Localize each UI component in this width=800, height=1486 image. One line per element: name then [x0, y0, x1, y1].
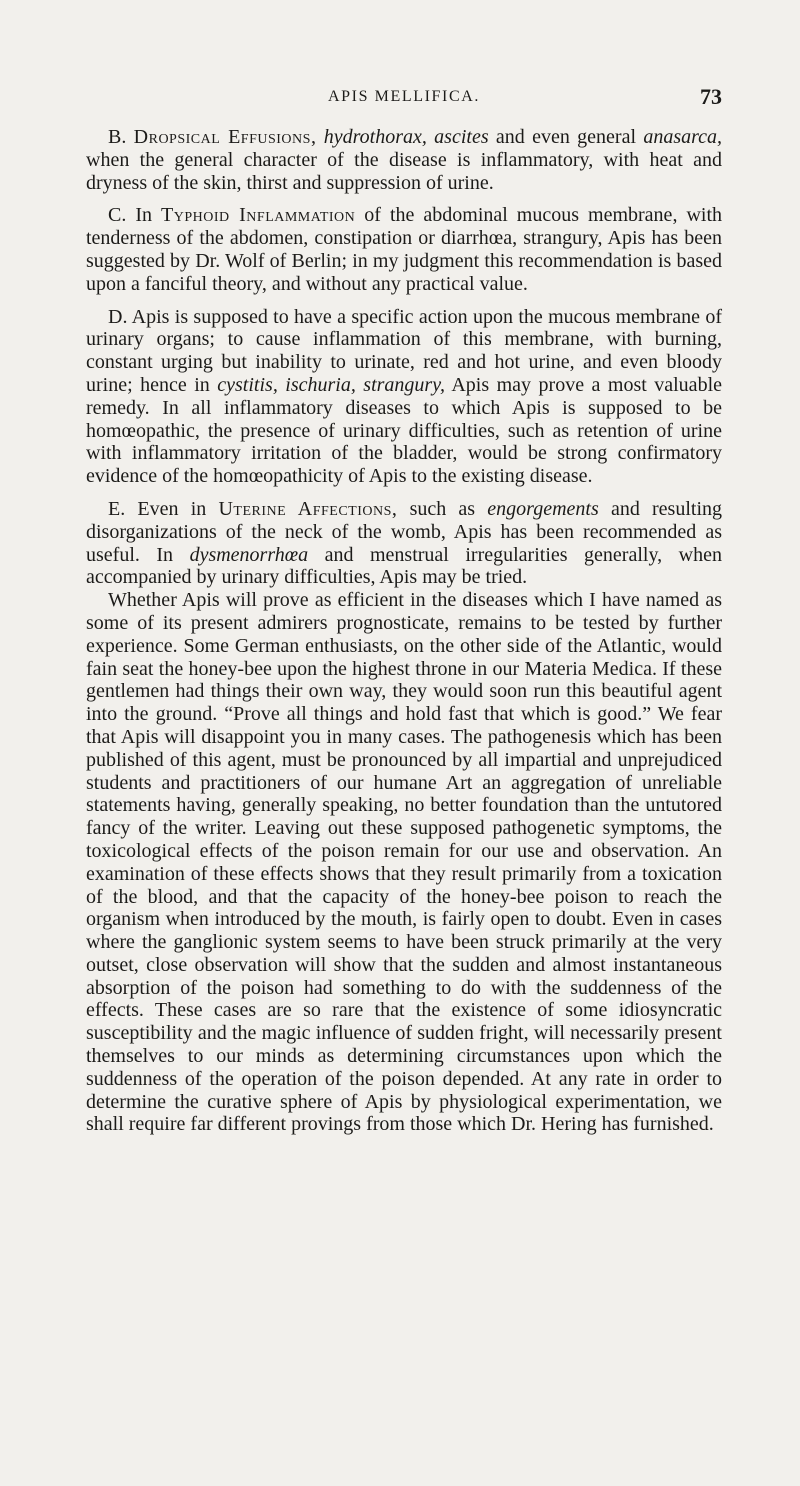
paragraph-text: and menstrual irregularities generally, when accompanied by urinary difficulties, Apis may be tried. — [86, 543, 722, 589]
italic-term: cystitis, ischuria, strangury, — [217, 373, 445, 396]
paragraph-text: E. Even in — [108, 497, 219, 520]
paragraph-text: D. Apis is supposed to have a specific action upon the mucous membrane of urinary organs; to cause inflammation of this membrane, with burning, constant urging but inability to urinate, red and hot urine, and even bloody urine; hence in — [86, 305, 722, 396]
italic-term: hydrothorax, ascites — [323, 126, 489, 148]
italic-term: dysmenorrhœa — [189, 543, 309, 566]
running-header — [86, 84, 722, 112]
page-number: 73 — [700, 84, 722, 109]
paragraph-c — [86, 204, 722, 295]
section-heading: Uterine Affections, — [218, 497, 398, 520]
paragraph-final: Whether Apis will prove as efficient in the diseases which I have named as some of its present admirers prognosticate, remains to be tested by further experience. Some German enthusiasts, on the other side of the Atlantic, would fain seat the honey-bee upon the highest throne in our Materia Medica. If these gentlemen had things their own way, they would soon run this beautiful agent into the ground. “Prove all things and hold fast that which is good.” We fear that Apis will disappoint you in many cases. The pathogenesis which has been published of this agent, must be pronounced by all impartial and unprejudiced students and practitioners of our humane Art an aggregation of unreliable statements having, generally speaking, no better foundation than the untutored fancy of the writer. Leaving out these supposed pathogenetic symptoms, the toxicological effects of the poison remain for our use and observation. An examination of these effects shows that they result primarily from a toxication of the blood, and that the capacity of the honey-bee poison to reach the organism when introduced by the mouth, is fairly open to doubt. Even in cases where the ganglionic system seems to have been struck primarily at the very outset, close observation will show that the sudden and almost instantaneous absorption of the poison had something to do with the suddenness of the effects. These cases are so rare that the existence of some idiosyncratic susceptibility and the magic influence of sudden fright, will necessarily present themselves to our minds as determining circumstances upon which the suddenness of the operation of the poison depended. At any rate in order to determine the curative sphere of Apis by physiological experimentation, we shall require far different provings from those which Dr. Hering has furnished. — [86, 589, 722, 1136]
running-title: APIS MELLIFICA. — [327, 88, 480, 105]
paragraph-d — [86, 306, 722, 488]
paragraph-text: and resulting disorganizations of the neck of the womb, Apis has been recommended as useful. In — [86, 497, 723, 566]
paragraph-e — [86, 498, 722, 589]
paragraph-text: and even general — [488, 126, 644, 148]
paragraph-text: when the general character of the disease is inflammatory, with heat and dryness of the skin, thirst and suppression of urine. — [86, 148, 722, 194]
section-label: C. — [108, 204, 127, 227]
italic-term: engorgements — [487, 497, 599, 520]
section-heading: Typhoid Inflammation — [161, 204, 356, 227]
paragraph-text: such as — [397, 497, 488, 520]
italic-term: anasarca, — [643, 126, 723, 148]
paragraph-b — [86, 126, 722, 194]
paragraph-text: of the abdominal mucous membrane, with tenderness of the abdomen, constipation or diarrhœa, strangury, Apis has been suggested by Dr. Wolf of Berlin; in my judgment this recommendation is based upon a fanciful theory, and without any practical value. — [86, 204, 723, 295]
body-text — [86, 126, 722, 1146]
section-label: B. — [108, 126, 127, 148]
section-heading: Dropsical Effusions, — [133, 126, 317, 148]
paragraph-text: In — [135, 204, 162, 227]
paragraph-text: Apis may prove a most valuable remedy. In all inflammatory diseases to which Apis is supposed to be homœopathic, the presence of urinary difficulties, such as retention of urine with inflammatory irritation of the bladder, would be strong confirmatory evidence of the homœopathicity of Apis to the existing disease. — [86, 373, 722, 488]
